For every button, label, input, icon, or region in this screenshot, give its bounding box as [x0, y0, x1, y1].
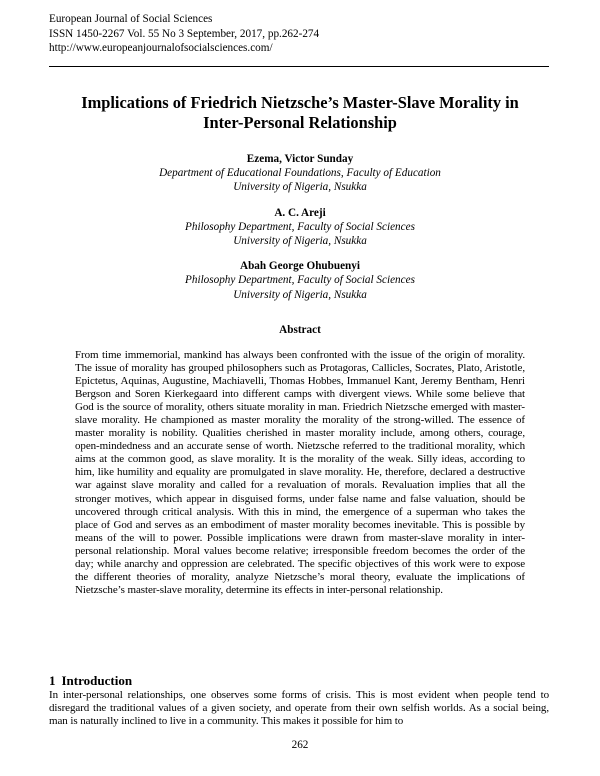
- paper-title: [40, 93, 560, 133]
- section-heading: [49, 673, 132, 689]
- header-divider: [49, 66, 549, 67]
- author-affiliation: Philosophy Department, Faculty of Social Sciences: [185, 274, 415, 287]
- abstract-text: From time immemorial, mankind has always been confronted with the issue of the origin of morality. The issue of morality has grouped philosophers such as Protagoras, Callicles, Socrates, Plato, Aristotle, Epictetus, Aquinas, Augustine, Machiavelli, Thomas Hobbes, Immanuel Kant, Jeremy Bentham, Henri Bergson and Soren Kierkegaard into different camps with divergent views. While some believe that God is the source of morality, others situate morality in man. Friedrich Nietzsche emerged with master-slave morality. He championed as master morality the morality of the strong-willed. The essence of master morality is nobility. Qualities cherished in master morality include, among others, courage, open-mindedness and an accurate sense of worth. Nietzsche referred to the traditional morality, which aims at the common good, as slave morality. It is the morality of the weak. Silly ideas, according to him, like humility and equality are promulgated in slave morality. He, therefore, declared a destructive war against slave morality and called for a revaluation of morals. Revaluation implies that all the stronger motives, which appear in disguised forms, under false name and false valuation, should be uncovered through critical analysis. With this in mind, the emergence of a superman who takes the place of God and serves as an embodiment of master morality becomes inevitable. This is possible by means of the will to power. Possible implications were drawn from master-slave morality in inter-personal relationship. Moral values become relative; irresponsible freedom becomes the order of the day; while anarchy and oppression are celebrated. The specific objectives of this work were to expose the different theories of morality, analyze Nietzsche’s moral theory, evaluate the implications of Nietzsche’s master-slave morality, determine its effects in inter-personal relationship.: [75, 349, 525, 596]
- author-institution: University of Nigeria, Nsukka: [233, 235, 367, 248]
- author-name: Ezema, Victor Sunday: [246, 153, 354, 165]
- author-name: Abah George Ohubuenyi: [240, 260, 360, 273]
- abstract-heading: Abstract: [279, 324, 321, 336]
- title-line-2: Inter-Personal Relationship: [203, 113, 397, 132]
- author-block: [40, 206, 560, 249]
- journal-name: European Journal of Social Sciences: [49, 13, 213, 25]
- author-block: [40, 259, 560, 302]
- journal-header: [49, 12, 319, 56]
- page-number: 262: [291, 739, 309, 751]
- section-title: Introduction: [61, 673, 133, 688]
- journal-url[interactable]: http://www.europeanjournalofsocialsciences.com/: [49, 42, 273, 54]
- author-name: A. C. Areji: [274, 206, 326, 219]
- issn-line: ISSN 1450-2267 Vol. 55 No 3 September, 2017, pp.262-274: [49, 27, 320, 40]
- introduction-text: In inter-personal relationships, one observes some forms of crisis. This is most evident when people tend to disregard the traditional values of a given society, and operate from their own selfish worlds. As a social being, man is naturally inclined to live in a community. This makes it possible for him to: [49, 689, 549, 728]
- author-list: [40, 152, 560, 313]
- section-number: 1: [49, 673, 56, 688]
- title-line-1: Implications of Friedrich Nietzsche’s Master-Slave Morality in: [81, 93, 519, 112]
- author-affiliation: Philosophy Department, Faculty of Social Sciences: [185, 220, 415, 233]
- author-institution: University of Nigeria, Nsukka: [233, 181, 367, 194]
- author-institution: University of Nigeria, Nsukka: [233, 288, 367, 301]
- author-affiliation: Department of Educational Foundations, Faculty of Education: [159, 167, 441, 180]
- author-block: [40, 152, 560, 195]
